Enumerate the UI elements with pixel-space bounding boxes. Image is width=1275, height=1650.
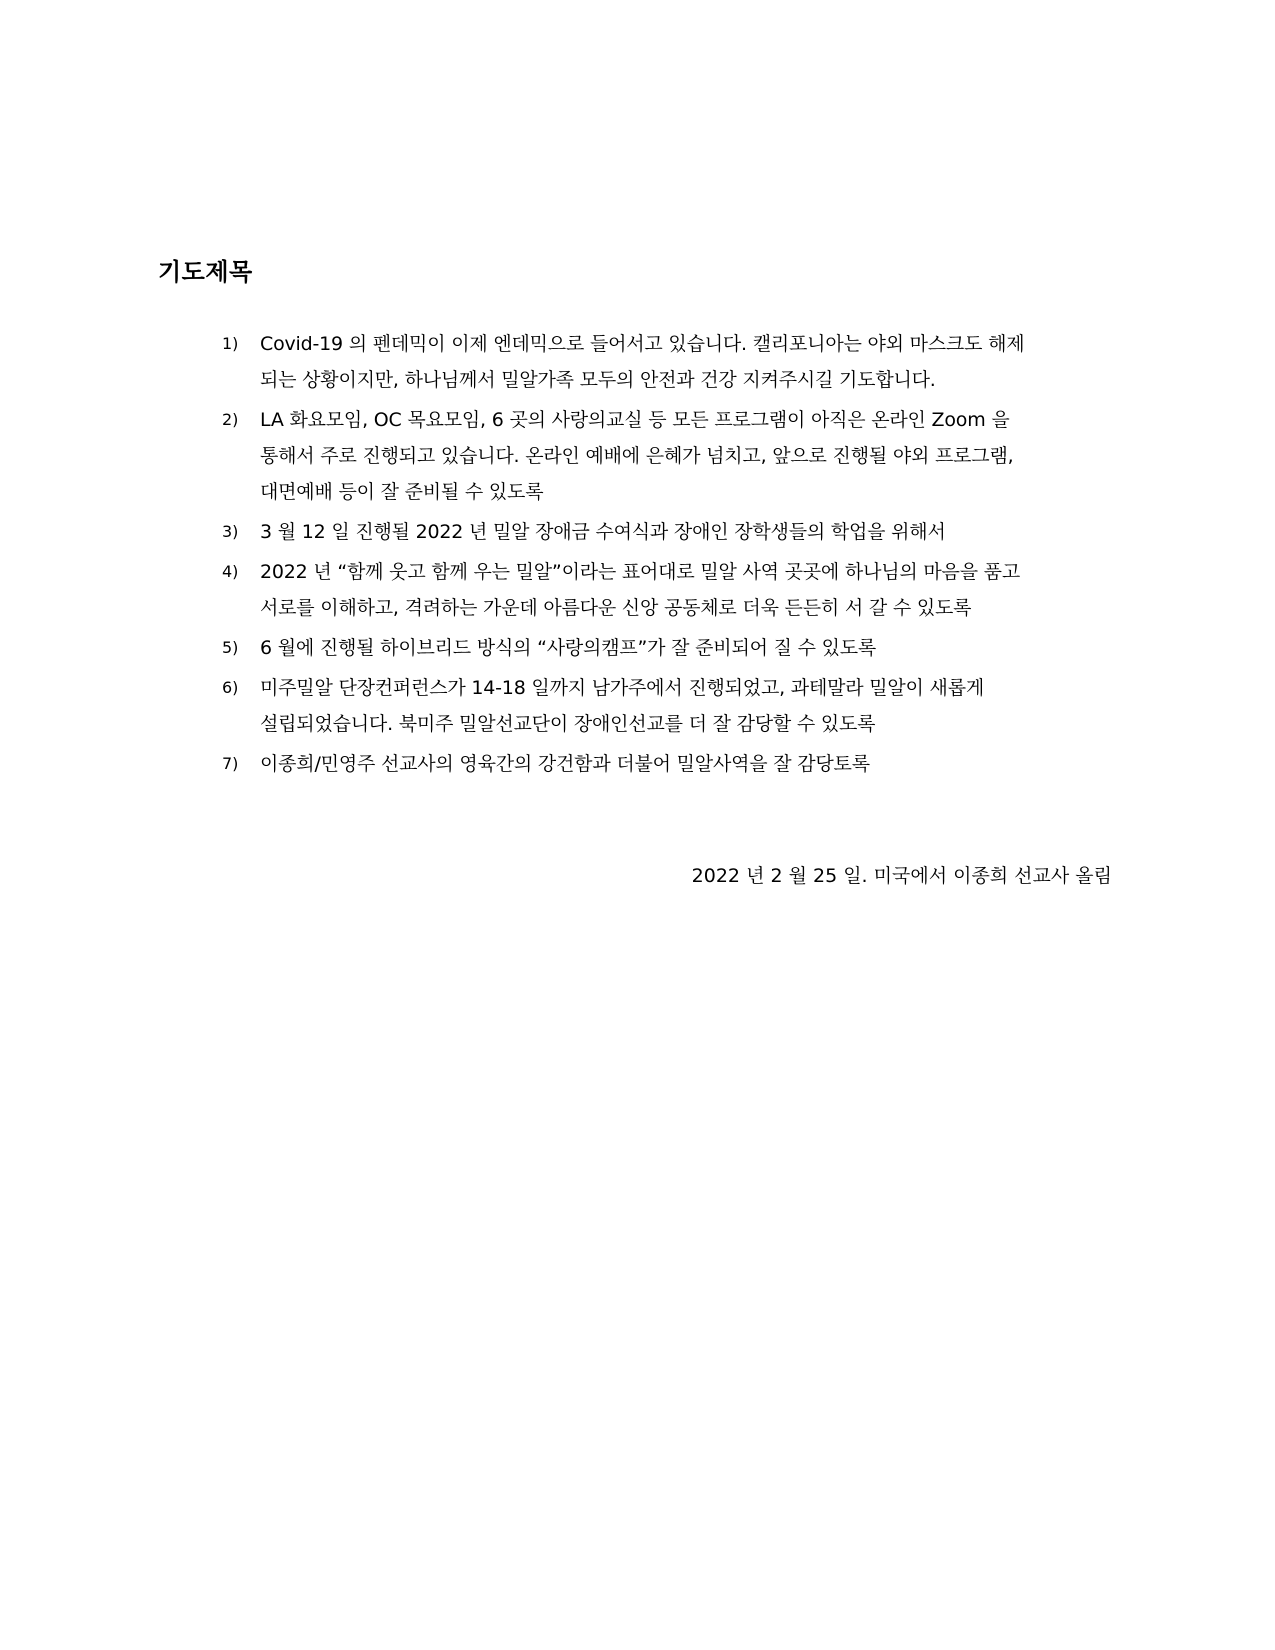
item-line: 2022 년 “함께 웃고 함께 우는 밀알”이라는 표어대로 밀알 사역 곳곳에 하나님의 마음을 품고 <box>260 561 1020 583</box>
item-line: LA 화요모임, OC 목요모임, 6 곳의 사랑의교실 등 모든 프로그램이 아직은 온라인 Zoom 을 <box>260 409 1010 431</box>
list-item <box>222 630 1102 666</box>
list-item <box>222 514 1102 550</box>
item-line: 대면예배 등이 잘 준비될 수 있도록 <box>260 481 544 503</box>
list-item <box>222 326 1102 398</box>
item-text <box>260 670 1102 742</box>
item-text <box>260 630 1102 666</box>
item-line: 3 월 12 일 진행될 2022 년 밀알 장애금 수여식과 장애인 장학생들의 학업을 위해서 <box>260 521 946 543</box>
item-line: 6 월에 진행될 하이브리드 방식의 “사랑의캠프”가 잘 준비되어 질 수 있도록 <box>260 637 877 659</box>
item-number: 2) <box>222 410 239 429</box>
list-item <box>222 746 1102 782</box>
signature: 2022 년 2 월 25 일. 미국에서 이종희 선교사 올림 <box>691 865 1112 887</box>
item-number: 4) <box>222 562 239 581</box>
item-line: 통해서 주로 진행되고 있습니다. 온라인 예배에 은혜가 넘치고, 앞으로 진행될 야외 프로그램, <box>260 445 1014 467</box>
item-number: 1) <box>222 334 239 353</box>
item-line: 되는 상황이지만, 하나님께서 밀알가족 모두의 안전과 건강 지켜주시길 기도합니다. <box>260 369 936 391</box>
list-item <box>222 670 1102 742</box>
item-line: 미주밀알 단장컨퍼런스가 14-18 일까지 남가주에서 진행되었고, 과테말라 밀알이 새롭게 <box>260 677 985 699</box>
item-text <box>260 326 1102 398</box>
item-number: 3) <box>222 522 239 541</box>
list-item <box>222 554 1102 626</box>
item-line: Covid-19 의 펜데믹이 이제 엔데믹으로 들어서고 있습니다. 캘리포니아는 야외 마스크도 해제 <box>260 333 1025 355</box>
prayer-list <box>222 326 1102 786</box>
item-line: 서로를 이해하고, 격려하는 가운데 아름다운 신앙 공동체로 더욱 든든히 서 갈 수 있도록 <box>260 597 972 619</box>
item-line: 이종희/민영주 선교사의 영육간의 강건함과 더불어 밀알사역을 잘 감당토록 <box>260 753 870 775</box>
item-text <box>260 746 1102 782</box>
page-title: 기도제목 <box>158 258 253 286</box>
item-number: 7) <box>222 754 239 773</box>
item-text <box>260 402 1102 510</box>
item-text <box>260 514 1102 550</box>
item-number: 6) <box>222 678 239 697</box>
item-text <box>260 554 1102 626</box>
list-item <box>222 402 1102 510</box>
item-line: 설립되었습니다. 북미주 밀알선교단이 장애인선교를 더 잘 감당할 수 있도록 <box>260 713 876 735</box>
item-number: 5) <box>222 638 239 657</box>
